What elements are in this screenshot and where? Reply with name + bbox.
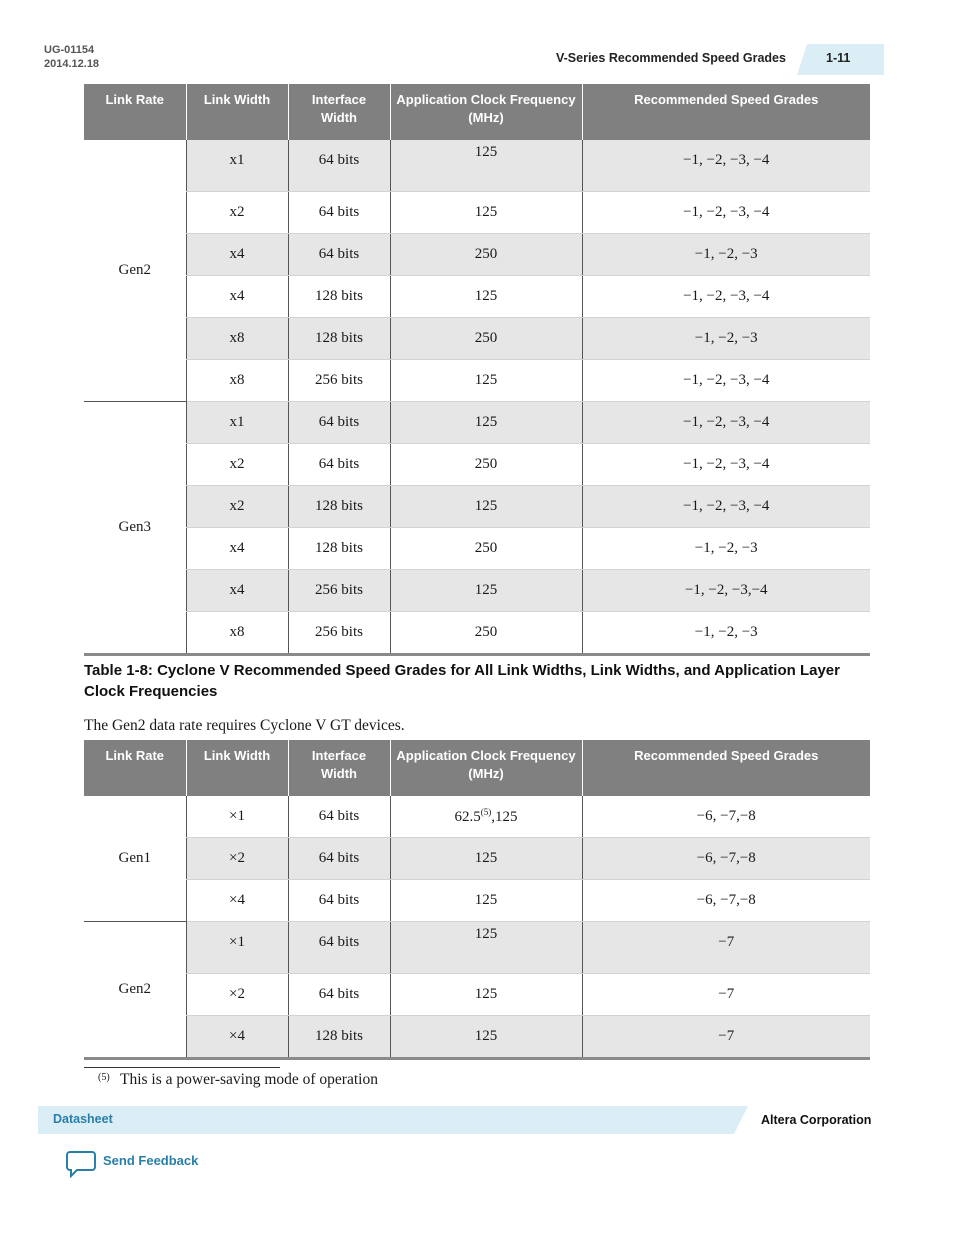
interface-width-cell: 128 bits	[288, 486, 390, 528]
link-width-cell: x8	[186, 360, 288, 402]
speed-grade-table-2	[84, 740, 870, 1060]
link-width-cell: x4	[186, 528, 288, 570]
link-width-cell: x1	[186, 402, 288, 444]
header-interface-width: Interface Width	[288, 740, 390, 796]
page-number: 1-11	[826, 51, 851, 65]
interface-width-cell: 64 bits	[288, 192, 390, 234]
frequency-cell: 125	[390, 140, 582, 192]
speed-grade-cell: −1, −2, −3, −4	[582, 140, 870, 192]
table-row	[84, 612, 870, 655]
frequency-cell: 125	[390, 276, 582, 318]
document-date: 2014.12.18	[44, 58, 100, 70]
link-rate-cell: Gen2	[84, 922, 186, 1059]
table-row	[84, 486, 870, 528]
interface-width-cell: 64 bits	[288, 444, 390, 486]
speed-grade-cell: −1, −2, −3, −4	[582, 402, 870, 444]
link-width-cell: ×4	[186, 880, 288, 922]
table-row	[84, 276, 870, 318]
speed-grade-cell: −6, −7,−8	[582, 796, 870, 838]
link-rate-cell: Gen1	[84, 796, 186, 922]
speed-grade-cell: −7	[582, 974, 870, 1016]
footnote-text: This is a power-saving mode of operation	[120, 1071, 378, 1088]
speed-grade-cell: −6, −7,−8	[582, 880, 870, 922]
table-row	[84, 974, 870, 1016]
frequency-cell: 125	[390, 1016, 582, 1059]
interface-width-cell: 256 bits	[288, 612, 390, 655]
link-width-cell: x1	[186, 140, 288, 192]
link-rate-cell: Gen3	[84, 402, 186, 655]
table-row	[84, 796, 870, 838]
footnote-ref: (5)	[480, 807, 492, 817]
header-recommended-speed-grades: Recommended Speed Grades	[582, 740, 870, 796]
header-app-clock-frequency: Application Clock Frequency (MHz)	[390, 84, 582, 140]
send-feedback-link[interactable]: Send Feedback	[103, 1153, 199, 1168]
frequency-cell: 125	[390, 922, 582, 974]
interface-width-cell: 64 bits	[288, 140, 390, 192]
document-id-block	[44, 43, 99, 71]
header-app-clock-frequency: Application Clock Frequency (MHz)	[390, 740, 582, 796]
header-recommended-speed-grades: Recommended Speed Grades	[582, 84, 870, 140]
table-row	[84, 140, 870, 192]
link-rate-cell: Gen2	[84, 140, 186, 402]
frequency-cell: 250	[390, 444, 582, 486]
frequency-main: 62.5	[454, 809, 481, 825]
frequency-cell: 125	[390, 880, 582, 922]
document-id: UG-01154	[44, 44, 95, 56]
frequency-cell: 250	[390, 528, 582, 570]
footnote-mark: (5)	[98, 1072, 110, 1083]
table-row	[84, 570, 870, 612]
link-width-cell: x4	[186, 570, 288, 612]
table-caption: Table 1-8: Cyclone V Recommended Speed Grades for All Link Widths, Link Widths, and Application Layer Clock Frequencies	[84, 662, 840, 700]
speech-bubble-icon[interactable]	[66, 1150, 96, 1178]
speed-grade-cell: −1, −2, −3, −4	[582, 276, 870, 318]
link-width-cell: ×2	[186, 838, 288, 880]
interface-width-cell: 64 bits	[288, 974, 390, 1016]
interface-width-cell: 64 bits	[288, 880, 390, 922]
header-link-width: Link Width	[186, 740, 288, 796]
table-row	[84, 528, 870, 570]
speed-grade-cell: −1, −2, −3	[582, 612, 870, 655]
table-row	[84, 360, 870, 402]
frequency-cell: 250	[390, 318, 582, 360]
interface-width-cell: 64 bits	[288, 796, 390, 838]
table-row	[84, 402, 870, 444]
link-width-cell: ×4	[186, 1016, 288, 1059]
table-row	[84, 444, 870, 486]
table-row	[84, 192, 870, 234]
header-link-width: Link Width	[186, 84, 288, 140]
interface-width-cell: 64 bits	[288, 922, 390, 974]
frequency-cell	[390, 796, 582, 838]
interface-width-cell: 256 bits	[288, 360, 390, 402]
interface-width-cell: 128 bits	[288, 528, 390, 570]
footer-doc-type: Datasheet	[53, 1112, 113, 1126]
speed-grade-cell: −1, −2, −3	[582, 318, 870, 360]
link-width-cell: x4	[186, 234, 288, 276]
frequency-suffix: ,125	[491, 809, 518, 825]
speed-grade-cell: −1, −2, −3, −4	[582, 444, 870, 486]
speed-grade-cell: −1, −2, −3, −4	[582, 360, 870, 402]
table-row	[84, 838, 870, 880]
speed-grade-cell: −1, −2, −3	[582, 234, 870, 276]
frequency-cell: 125	[390, 192, 582, 234]
link-width-cell: ×1	[186, 796, 288, 838]
interface-width-cell: 128 bits	[288, 276, 390, 318]
link-width-cell: x2	[186, 192, 288, 234]
frequency-cell: 125	[390, 974, 582, 1016]
frequency-cell: 125	[390, 486, 582, 528]
footnote-divider	[84, 1067, 280, 1068]
table-row	[84, 1016, 870, 1059]
table-row	[84, 880, 870, 922]
link-width-cell: x8	[186, 612, 288, 655]
interface-width-cell: 64 bits	[288, 402, 390, 444]
table-header-row	[84, 84, 870, 140]
interface-width-cell: 256 bits	[288, 570, 390, 612]
link-width-cell: ×1	[186, 922, 288, 974]
frequency-cell: 250	[390, 234, 582, 276]
frequency-cell: 125	[390, 360, 582, 402]
footer-company: Altera Corporation	[761, 1113, 872, 1127]
table-header-row	[84, 740, 870, 796]
link-width-cell: x2	[186, 444, 288, 486]
header-link-rate: Link Rate	[84, 740, 186, 796]
link-width-cell: x4	[186, 276, 288, 318]
frequency-cell: 125	[390, 838, 582, 880]
table-row	[84, 922, 870, 974]
interface-width-cell: 64 bits	[288, 838, 390, 880]
speed-grade-cell: −7	[582, 922, 870, 974]
section-title: V-Series Recommended Speed Grades	[556, 51, 786, 65]
footer-band	[38, 1106, 748, 1134]
frequency-cell: 125	[390, 570, 582, 612]
interface-width-cell: 64 bits	[288, 234, 390, 276]
header-interface-width: Interface Width	[288, 84, 390, 140]
link-width-cell: x2	[186, 486, 288, 528]
frequency-cell: 250	[390, 612, 582, 655]
link-width-cell: x8	[186, 318, 288, 360]
table-row	[84, 234, 870, 276]
table-note: The Gen2 data rate requires Cyclone V GT devices.	[84, 717, 405, 734]
speed-grade-cell: −1, −2, −3,−4	[582, 570, 870, 612]
link-width-cell: ×2	[186, 974, 288, 1016]
speed-grade-cell: −1, −2, −3, −4	[582, 486, 870, 528]
speed-grade-cell: −6, −7,−8	[582, 838, 870, 880]
header-link-rate: Link Rate	[84, 84, 186, 140]
interface-width-cell: 128 bits	[288, 1016, 390, 1059]
frequency-cell: 125	[390, 402, 582, 444]
interface-width-cell: 128 bits	[288, 318, 390, 360]
speed-grade-cell: −7	[582, 1016, 870, 1059]
speed-grade-cell: −1, −2, −3	[582, 528, 870, 570]
speed-grade-cell: −1, −2, −3, −4	[582, 192, 870, 234]
table-row	[84, 318, 870, 360]
speed-grade-table-1	[84, 84, 870, 656]
